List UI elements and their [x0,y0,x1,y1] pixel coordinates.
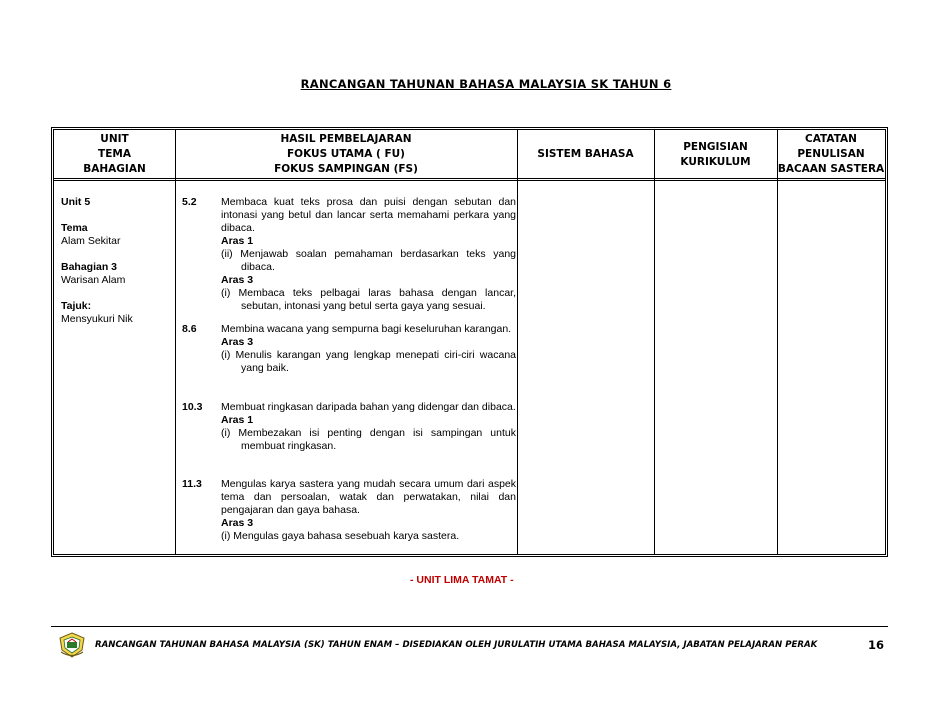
tema-value: Alam Sekitar [61,235,121,247]
header-hasil: HASIL PEMBELAJARAN FOKUS UTAMA ( FU) FOKUS SAMPINGAN (FS) [274,133,418,175]
header-catatan: CATATAN PENULISAN BACAAN SASTERA [777,133,885,175]
col-divider [517,130,518,554]
page-number: 16 [868,638,885,652]
tajuk-value: Mensyukuri Nik [61,313,133,325]
outcome-subitem: (i) Menulis karangan yang lengkap menepati ciri-ciri wacana yang baik. [221,349,516,374]
footer-divider [51,626,888,627]
aras-label: Aras 1 [221,414,254,426]
outcome-number: 8.6 [182,323,197,335]
outcome-subitem: (i) Mengulas gaya bahasa sesebuah karya sastera. [221,530,460,542]
outcome-subitem: (ii) Menjawab soalan pemahaman berdasarkan teks yang dibaca. [221,248,516,273]
aras-label: Aras 3 [221,517,254,529]
tema-label: Tema [61,222,88,234]
unit-end-note: - UNIT LIMA TAMAT - [410,574,514,586]
outcome-text: Membaca kuat teks prosa dan puisi dengan sebutan dan intonasi yang betul dan lancar serta memahami perkara yang dibaca. [221,196,516,234]
bahagian-label: Bahagian 3 [61,261,118,273]
outcome-text: Mengulas karya sastera yang mudah secara umum dari aspek tema dan persoalan, watak dan perwatakan, nilai dan pengajaran dan gaya bahasa. [221,478,516,516]
document-title: RANCANGAN TAHUNAN BAHASA MALAYSIA SK TAHUN 6 [300,77,672,91]
outcome-number: 10.3 [182,401,203,413]
aras-label: Aras 3 [221,336,254,348]
perak-crest-icon [58,632,86,658]
aras-label: Aras 1 [221,235,254,247]
outcome-subitem: (i) Membaca teks pelbagai laras bahasa dengan lancar, sebutan, intonasi yang betul serta gaya yang sesuai. [221,287,516,312]
plan-table [51,127,888,557]
col-divider [654,130,655,554]
unit-info [61,196,173,326]
aras-label: Aras 3 [221,274,254,286]
outcome-subitem: (i) Membezakan isi penting dengan isi sampingan untuk membuat ringkasan. [221,427,516,452]
outcome-text: Membina wacana yang sempurna bagi keseluruhan karangan. [221,323,512,335]
outcome-number: 5.2 [182,196,197,208]
tajuk-label: Tajuk: [61,300,92,312]
outcome-text: Membuat ringkasan daripada bahan yang didengar dan dibaca. [221,401,516,413]
col-divider [777,130,778,554]
bahagian-value: Warisan Alam [61,274,126,286]
unit-number: Unit 5 [61,196,91,208]
header-pengisian: PENGISIAN KURIKULUM [680,141,751,168]
header-unit: UNIT TEMA BAHAGIAN [83,133,146,175]
outcome-number: 11.3 [182,478,202,490]
footer-caption: RANCANGAN TAHUNAN BAHASA MALAYSIA (SK) TAHUN ENAM – DISEDIAKAN OLEH JURULATIH UTAMA BAHASA MALAYSIA, JABATAN PELAJARAN PERAK [95,640,818,650]
header-sistem: SISTEM BAHASA [537,148,634,160]
col-divider [175,130,176,554]
header-divider [54,178,885,181]
